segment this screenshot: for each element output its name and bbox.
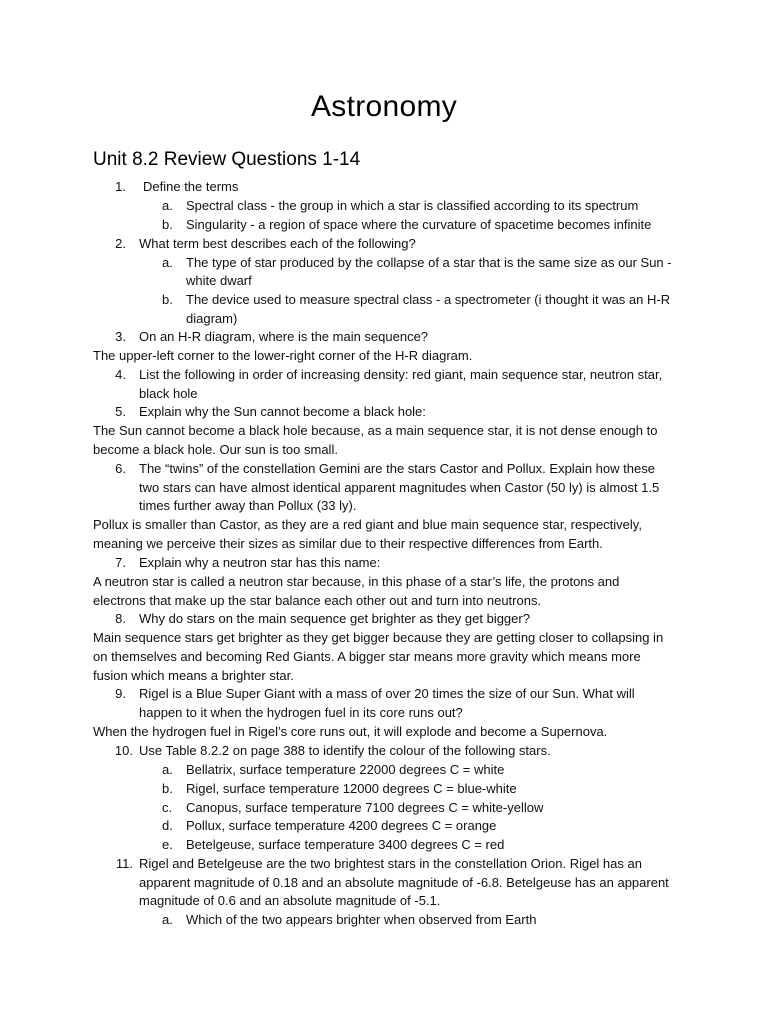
question-number: 6. xyxy=(115,461,126,476)
sub-item-text: Spectral class - the group in which a star is classified according to its spectrum xyxy=(186,198,639,213)
question-number: 2. xyxy=(115,236,126,251)
question-number: 11. xyxy=(115,856,133,871)
answer-text: Main sequence stars get brighter as they get bigger because they are getting closer to collapsing in xyxy=(93,630,664,645)
sub-item-text: Singularity - a region of space where the curvature of spacetime becomes infinite xyxy=(186,217,652,232)
sub-item-text: Rigel, surface temperature 12000 degrees C = blue-white xyxy=(186,781,517,796)
answer-text: electrons that make up the star balance each other out and turn into neutrons. xyxy=(93,593,542,608)
page-title: Astronomy xyxy=(310,90,458,123)
question-text: happen to it when the hydrogen fuel in its core runs out? xyxy=(139,705,463,720)
sub-item-text: Which of the two appears brighter when observed from Earth xyxy=(186,912,537,927)
sub-item-text: Canopus, surface temperature 7100 degrees C = white-yellow xyxy=(186,800,544,815)
sub-item-text: Betelgeuse, surface temperature 3400 degrees C = red xyxy=(186,837,505,852)
question-number: 7. xyxy=(115,555,126,570)
list-marker: e. xyxy=(162,837,173,852)
sub-item-text: Pollux, surface temperature 4200 degrees C = orange xyxy=(186,818,497,833)
question-number: 1. xyxy=(115,179,126,194)
question-text: What term best describes each of the following? xyxy=(139,236,416,251)
question-text: Why do stars on the main sequence get brighter as they get bigger? xyxy=(139,611,530,626)
question-text: black hole xyxy=(139,386,198,401)
answer-text: Pollux is smaller than Castor, as they are a red giant and blue main sequence star, respectively, xyxy=(93,517,642,532)
list-marker: c. xyxy=(162,800,173,815)
question-text: Rigel is a Blue Super Giant with a mass of over 20 times the size of our Sun. What will xyxy=(139,686,635,701)
question-text: two stars can have almost identical apparent magnitudes when Castor (50 ly) is almost 1.5 xyxy=(139,480,660,495)
question-text: Rigel and Betelgeuse are the two brightest stars in the constellation Orion. Rigel has an xyxy=(139,856,642,871)
question-text: List the following in order of increasing density: red giant, main sequence star, neutron star, xyxy=(139,367,663,382)
question-text: The “twins” of the constellation Gemini are the stars Castor and Pollux. Explain how these xyxy=(139,461,655,476)
sub-item-text: The type of star produced by the collapse of a star that is the same size as our Sun - xyxy=(186,255,672,270)
sub-item-text: diagram) xyxy=(186,311,238,326)
question-number: 4. xyxy=(115,367,126,382)
answer-text: on themselves and becoming Red Giants. A bigger star means more gravity which means more xyxy=(93,649,641,664)
question-text: Use Table 8.2.2 on page 388 to identify the colour of the following stars. xyxy=(139,743,551,758)
list-marker: b. xyxy=(162,292,173,307)
question-number: 9. xyxy=(115,686,126,701)
sub-item-text: Bellatrix, surface temperature 22000 degrees C = white xyxy=(186,762,505,777)
sub-item-text: The device used to measure spectral class - a spectrometer (i thought it was an H-R xyxy=(186,292,671,307)
answer-text: fusion which means a brighter star. xyxy=(93,668,294,683)
question-number: 5. xyxy=(115,404,126,419)
question-text: times further away than Pollux (33 ly). xyxy=(139,498,357,513)
question-text: Explain why the Sun cannot become a black hole: xyxy=(139,404,426,419)
list-marker: b. xyxy=(162,781,173,796)
answer-text: When the hydrogen fuel in Rigel’s core runs out, it will explode and become a Supernova. xyxy=(93,724,608,739)
question-number: 8. xyxy=(115,611,126,626)
list-marker: d. xyxy=(162,818,173,833)
list-marker: a. xyxy=(162,762,173,777)
answer-text: become a black hole. Our sun is too small. xyxy=(93,442,338,457)
question-text: On an H-R diagram, where is the main sequence? xyxy=(139,329,429,344)
page-subtitle: Unit 8.2 Review Questions 1-14 xyxy=(93,149,361,170)
question-text: apparent magnitude of 0.18 and an absolute magnitude of -6.8. Betelgeuse has an apparent xyxy=(139,875,669,890)
sub-item-text: white dwarf xyxy=(186,273,252,288)
list-marker: a. xyxy=(162,255,173,270)
list-marker: b. xyxy=(162,217,173,232)
question-number: 3. xyxy=(115,329,126,344)
question-number: 10. xyxy=(114,743,133,758)
answer-text: meaning we perceive their sizes as similar due to their respective differences from Earth. xyxy=(93,536,603,551)
question-text: Define the terms xyxy=(143,179,239,194)
answer-text: A neutron star is called a neutron star because, in this phase of a star’s life, the protons and xyxy=(93,574,620,589)
list-marker: a. xyxy=(162,912,173,927)
answer-text: The upper-left corner to the lower-right corner of the H-R diagram. xyxy=(93,348,473,363)
question-text: Explain why a neutron star has this name: xyxy=(139,555,381,570)
answer-text: The Sun cannot become a black hole because, as a main sequence star, it is not dense enough to xyxy=(93,423,658,438)
list-marker: a. xyxy=(162,198,173,213)
question-text: magnitude of 0.6 and an absolute magnitude of -5.1. xyxy=(139,893,441,908)
